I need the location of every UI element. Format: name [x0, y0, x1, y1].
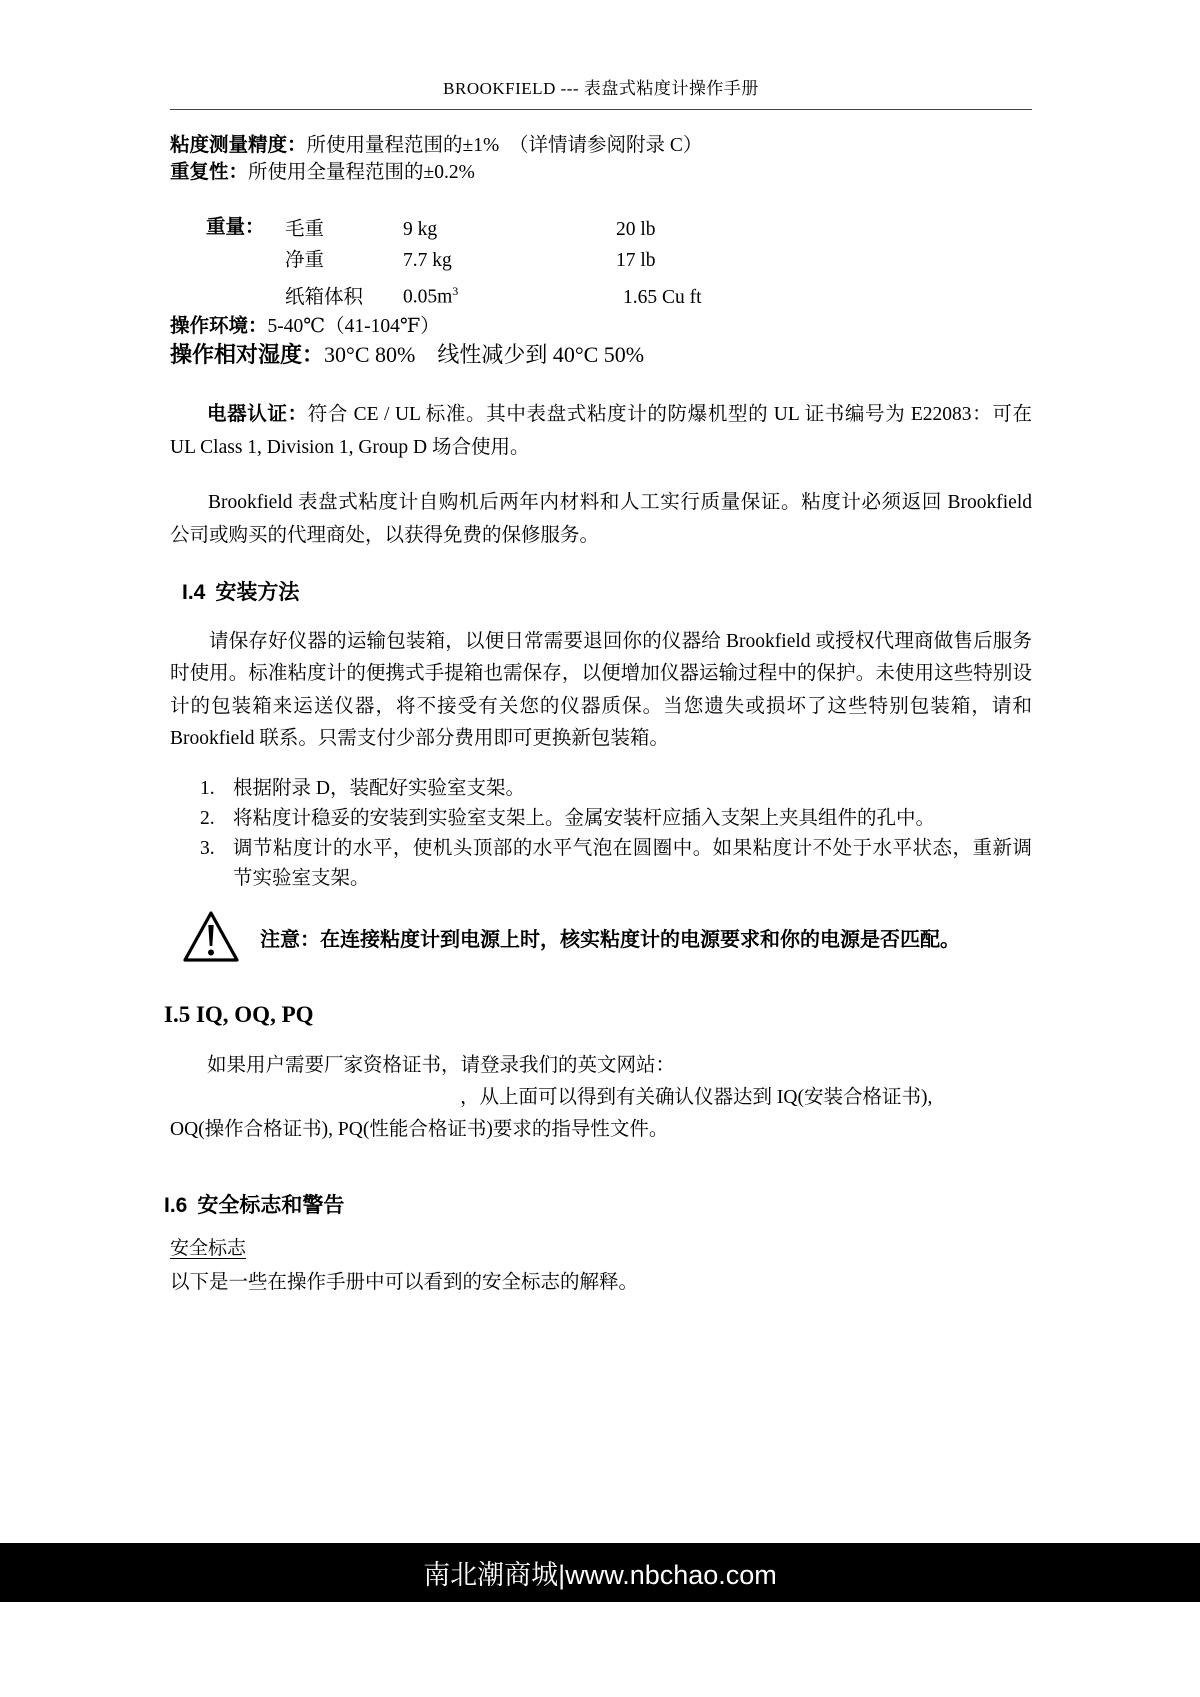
section-i4-number: I.4 — [182, 580, 206, 604]
section-i4-title: 安装方法 — [215, 580, 300, 604]
safety-signs-subheading: 安全标志 — [170, 1237, 247, 1259]
footer-watermark-text: 南北潮商城|www.nbchao.com — [423, 1560, 777, 1590]
section-i4-heading — [182, 579, 1032, 607]
step-number: 1. — [200, 777, 215, 799]
i5-line1: 如果用户需要厂家资格证书，请登录我们的英文网站： — [207, 1054, 676, 1076]
step-text: 根据附录 D，装配好实验室支架。 — [233, 777, 525, 799]
spec-environment — [170, 313, 1032, 340]
weight-imperial: 1.65 Cu ft — [623, 286, 702, 308]
section-i5-heading: I.5 IQ, OQ, PQ — [164, 1001, 314, 1027]
footer-bar — [0, 1543, 1200, 1602]
spec-repeatability-label: 重复性： — [170, 161, 249, 183]
warning-triangle-icon — [182, 910, 242, 972]
weight-row-net — [285, 245, 1032, 276]
weight-row-gross — [285, 214, 1032, 245]
page-header — [170, 74, 1032, 110]
page-content — [164, 132, 1032, 1298]
section-i6-title: 安全标志和警告 — [197, 1193, 345, 1217]
section-i6-heading — [164, 1192, 1032, 1220]
step-text: 将粘度计稳妥的安装到实验室支架上。金属安装杆应插入支架上夹具组件的孔中。 — [233, 807, 936, 829]
weight-name: 纸箱体积 — [285, 286, 364, 308]
spec-certification-label: 电器认证： — [207, 402, 308, 425]
spec-environment-value: 5-40℃（41-104℉） — [267, 315, 440, 337]
spec-weight-label: 重量： — [206, 216, 265, 238]
weight-imperial: 20 lb — [616, 219, 656, 240]
weight-name: 毛重 — [285, 219, 325, 240]
warning-callout — [182, 910, 1032, 972]
i5-line2: ，从上面可以得到有关确认仪器达到 IQ(安装合格证书), — [460, 1086, 933, 1108]
step-number: 3. — [200, 837, 215, 859]
installation-paragraph: 请保存好仪器的运输包装箱，以便日常需要退回你的仪器给 Brookfield 或授权代理商做售后服务时使用。标准粘度计的便携式手提箱也需保存，以便增加仪器运输过程中的保护。未使用这些特别设计的包装箱来运送仪器，将不接受有关您的仪器质保。当您遗失或损坏了这些特别包装箱，请和 Brookfield 联系。只需支付少部分费用即可更换新包装箱。 — [170, 630, 1032, 749]
weight-metric: 9 kg — [403, 219, 438, 240]
weight-imperial: 17 lb — [616, 250, 656, 271]
safety-signs-paragraph: 以下是一些在操作手册中可以看到的安全标志的解释。 — [170, 1271, 639, 1293]
spec-humidity-value: 30°C 80% 线性减少到 40°C 50% — [324, 341, 645, 367]
section-i6-number: I.6 — [164, 1193, 188, 1217]
step-text: 调节粘度计的水平，使机头顶部的水平气泡在圆圈中。如果粘度计不处于水平状态，重新调节实验室支架。 — [233, 837, 1032, 889]
weight-name: 净重 — [285, 250, 325, 271]
spec-certification — [170, 398, 1032, 464]
spec-accuracy-value: 所使用量程范围的±1% （详情请参阅附录 C） — [306, 135, 703, 156]
spec-weight-table — [170, 214, 1032, 313]
warranty-paragraph: Brookfield 表盘式粘度计自购机后两年内材料和人工实行质量保证。粘度计必须返回 Brookfield 公司或购买的代理商处，以获得免费的保修服务。 — [170, 491, 1032, 546]
installation-steps — [200, 774, 1032, 894]
weight-metric-base: 0.05m — [403, 286, 453, 308]
warning-text: 注意：在连接粘度计到电源上时，核实粘度计的电源要求和你的电源是否匹配。 — [260, 929, 960, 951]
weight-row-carton — [285, 276, 1032, 313]
spec-certification-value: 符合 CE / UL 标准。其中表盘式粘度计的防爆机型的 UL 证书编号为 E22083：可在 UL Class 1, Division 1, Group D 场合使用。 — [170, 403, 1032, 458]
spec-repeatability-value: 所使用全量程范围的±0.2% — [248, 162, 475, 183]
spec-repeatability — [170, 159, 1032, 186]
list-item — [200, 834, 1032, 894]
spec-humidity-label: 操作相对湿度： — [170, 341, 325, 367]
i5-line3: OQ(操作合格证书), PQ(性能合格证书)要求的指导性文件。 — [170, 1118, 669, 1140]
spec-humidity — [170, 340, 1032, 369]
spec-accuracy-label: 粘度测量精度： — [170, 134, 307, 156]
spec-environment-label: 操作环境： — [170, 314, 268, 337]
step-number: 2. — [200, 807, 215, 829]
list-item — [200, 774, 1032, 804]
spec-accuracy — [170, 132, 1032, 159]
list-item — [200, 804, 1032, 834]
weight-metric-sup: 3 — [452, 284, 459, 298]
weight-metric — [403, 276, 616, 313]
header-title: BROOKFIELD --- 表盘式粘度计操作手册 — [443, 79, 759, 98]
weight-metric: 7.7 kg — [403, 250, 452, 271]
